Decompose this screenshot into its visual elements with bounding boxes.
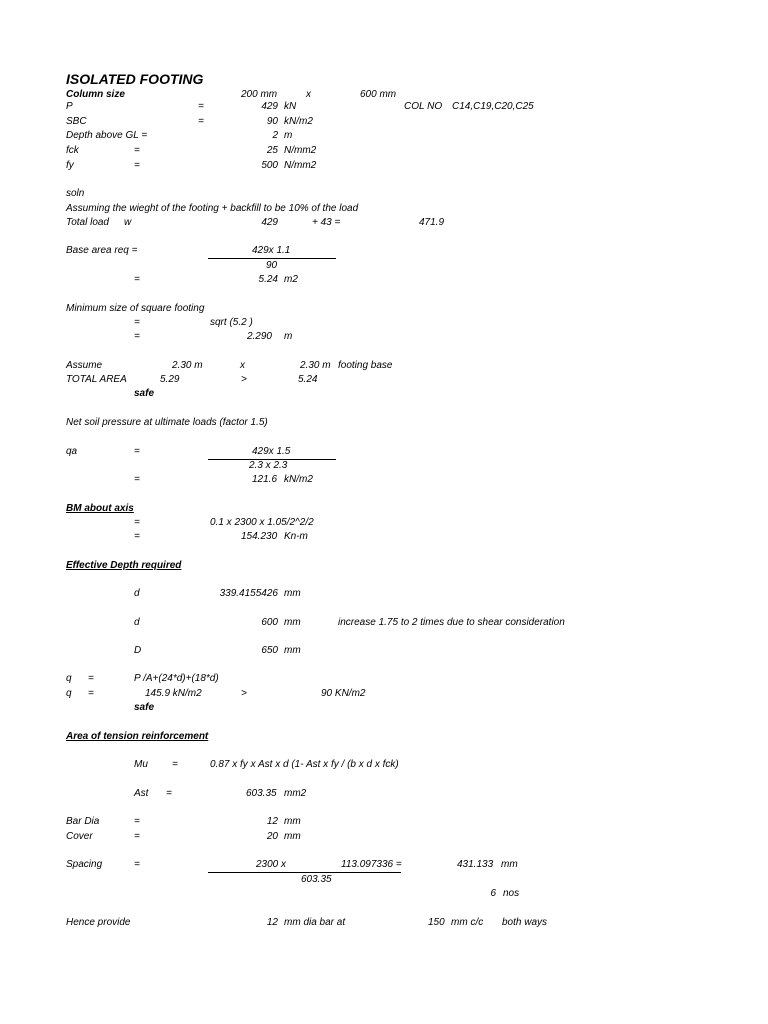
bar-dia-unit: mm (284, 816, 301, 827)
depth-sym-3: D (134, 645, 142, 656)
depth-heading: Effective Depth required (66, 560, 182, 571)
bm-heading: BM about axis (66, 503, 134, 514)
q-limit: 90 KN/m2 (321, 688, 366, 699)
depth-value-1: 339.4155426 (219, 588, 278, 599)
ast-value: 603.35 (246, 788, 277, 799)
column-b: 200 mm (241, 89, 278, 100)
reinforcement-heading: Area of tension reinforcement (66, 731, 209, 742)
cover-label: Cover (66, 831, 93, 842)
spacing-eq: = (134, 859, 140, 870)
ast-unit: mm2 (284, 788, 307, 799)
base-area-eq: = (134, 274, 140, 285)
net-pressure-unit: kN/m2 (284, 474, 313, 485)
assume-label: Assume (66, 360, 103, 371)
depth-value-3: 650 (261, 645, 278, 656)
input-unit-sbc: kN/m2 (284, 116, 313, 127)
ast-eq: = (166, 788, 172, 799)
q-eq-2: = (88, 688, 94, 699)
provide-label: Hence provide (66, 917, 131, 928)
depth-unit-2: mm (284, 617, 301, 628)
total-load-w: w (124, 217, 132, 228)
input-label-p: P (66, 101, 73, 112)
q-value: 145.9 kN/m2 (145, 688, 202, 699)
input-unit-fy: N/mm2 (284, 160, 317, 171)
total-area-req: 5.24 (298, 374, 318, 385)
input-value-sbc: 90 (266, 116, 278, 127)
soln-label: soln (66, 188, 85, 199)
input-label-fck: fck (66, 145, 79, 156)
provide-note: both ways (502, 917, 548, 928)
cover-unit: mm (284, 831, 301, 842)
bm-unit: Kn-m (284, 531, 308, 542)
spacing-numerator-a: 2300 x (256, 859, 287, 870)
provide-spacing: 150 (428, 917, 445, 928)
min-size-unit: m (284, 331, 293, 342)
input-value-depth: 2 (272, 130, 278, 141)
input-eq-sbc: = (198, 116, 204, 127)
assume-a: 2.30 m (172, 360, 203, 371)
q-safe: safe (134, 702, 155, 713)
assume-b: 2.30 m (300, 360, 331, 371)
spacing-nos-value: 6 (490, 888, 496, 899)
column-d: 600 mm (360, 89, 397, 100)
soln-assumption: Assuming the wieght of the footing + backfill to be 10% of the load (66, 203, 359, 214)
assume-x: x (240, 360, 245, 371)
bar-dia-label: Bar Dia (66, 816, 100, 827)
bm-result: 154.230 (241, 531, 278, 542)
total-area-value: 5.29 (160, 374, 180, 385)
input-unit-fck: N/mm2 (284, 145, 317, 156)
base-area-fraction-bar (208, 258, 336, 259)
total-area-label: TOTAL AREA (66, 374, 127, 385)
depth-unit-3: mm (284, 645, 301, 656)
provide-dia: 12 (266, 917, 278, 928)
input-unit-p: kN (284, 101, 297, 112)
depth-value-2: 600 (261, 617, 278, 628)
ast-label: Ast (134, 788, 149, 799)
spacing-unit: mm (501, 859, 518, 870)
spacing-numerator-b: 113.097336 = (341, 859, 402, 870)
page-title: ISOLATED FOOTING (66, 71, 204, 87)
spacing-label: Spacing (66, 859, 103, 870)
bm-expr: 0.1 x 2300 x 1.05/2^2/2 (210, 517, 314, 528)
assume-note: footing base (338, 360, 393, 371)
net-pressure-result: 121.6 (252, 474, 278, 485)
depth-note-2: increase 1.75 to 2 times due to shear consideration (338, 617, 565, 628)
spacing-denominator: 603.35 (301, 874, 332, 885)
provide-dia-text: mm dia bar at (284, 917, 346, 928)
total-area-gt: > (241, 374, 247, 385)
total-load-plus: + 43 = (312, 217, 341, 228)
depth-sym-2: d (134, 617, 140, 628)
bm-eq2: = (134, 531, 140, 542)
col-no-label: COL NO (404, 101, 443, 112)
column-x: x (306, 89, 311, 100)
q-label-1: q (66, 673, 72, 684)
min-size-eq2: = (134, 331, 140, 342)
min-size-expr: sqrt (5.2 ) (210, 317, 253, 328)
spacing-nos-unit: nos (503, 888, 520, 899)
provide-spacing-unit: mm c/c (451, 917, 484, 928)
depth-unit-1: mm (284, 588, 301, 599)
cover-eq: = (134, 831, 140, 842)
q-expr: P /A+(24*d)+(18*d) (134, 673, 219, 684)
input-eq-fck: = (134, 145, 140, 156)
total-load-p: 429 (261, 217, 278, 228)
bar-dia-value: 12 (266, 816, 278, 827)
spacing-fraction-bar (208, 872, 401, 873)
base-area-result: 5.24 (258, 274, 278, 285)
input-value-fck: 25 (266, 145, 278, 156)
input-value-p: 429 (261, 101, 278, 112)
mu-eq: = (172, 759, 178, 770)
total-load-value: 471.9 (419, 217, 445, 228)
min-size-result: 2.290 (246, 331, 272, 342)
total-load-label: Total load (66, 217, 109, 228)
column-size-label: Column size (66, 89, 125, 100)
net-pressure-eq2: = (134, 474, 140, 485)
input-eq-fy: = (134, 160, 140, 171)
bar-dia-eq: = (134, 816, 140, 827)
input-value-fy: 500 (261, 160, 278, 171)
bm-eq1: = (134, 517, 140, 528)
input-unit-depth: m (284, 130, 293, 141)
base-area-numerator: 429x 1.1 (252, 245, 291, 256)
input-label-sbc: SBC (66, 116, 87, 127)
net-pressure-heading: Net soil pressure at ultimate loads (factor 1.5) (66, 417, 268, 428)
net-pressure-label: qa (66, 446, 78, 457)
net-pressure-denominator: 2.3 x 2.3 (249, 460, 288, 471)
base-area-unit: m2 (284, 274, 298, 285)
base-area-denominator: 90 (266, 260, 278, 271)
input-label-fy: fy (66, 160, 74, 171)
depth-sym-1: d (134, 588, 140, 599)
mu-label: Mu (134, 759, 148, 770)
min-size-label: Minimum size of square footing (66, 303, 205, 314)
net-pressure-numerator: 429x 1.5 (252, 446, 291, 457)
min-size-eq1: = (134, 317, 140, 328)
q-gt: > (241, 688, 247, 699)
spacing-result: 431.133 (457, 859, 494, 870)
input-label-depth: Depth above GL = (66, 130, 148, 141)
q-eq-1: = (88, 673, 94, 684)
net-pressure-eq: = (134, 446, 140, 457)
q-label-2: q (66, 688, 72, 699)
input-eq-p: = (198, 101, 204, 112)
base-area-label: Base area req = (66, 245, 138, 256)
assume-safe: safe (134, 388, 155, 399)
col-no-value: C14,C19,C20,C25 (452, 101, 534, 112)
cover-value: 20 (266, 831, 278, 842)
mu-expr: 0.87 x fy x Ast x d (1- Ast x fy / (b x d x fck) (210, 759, 399, 770)
